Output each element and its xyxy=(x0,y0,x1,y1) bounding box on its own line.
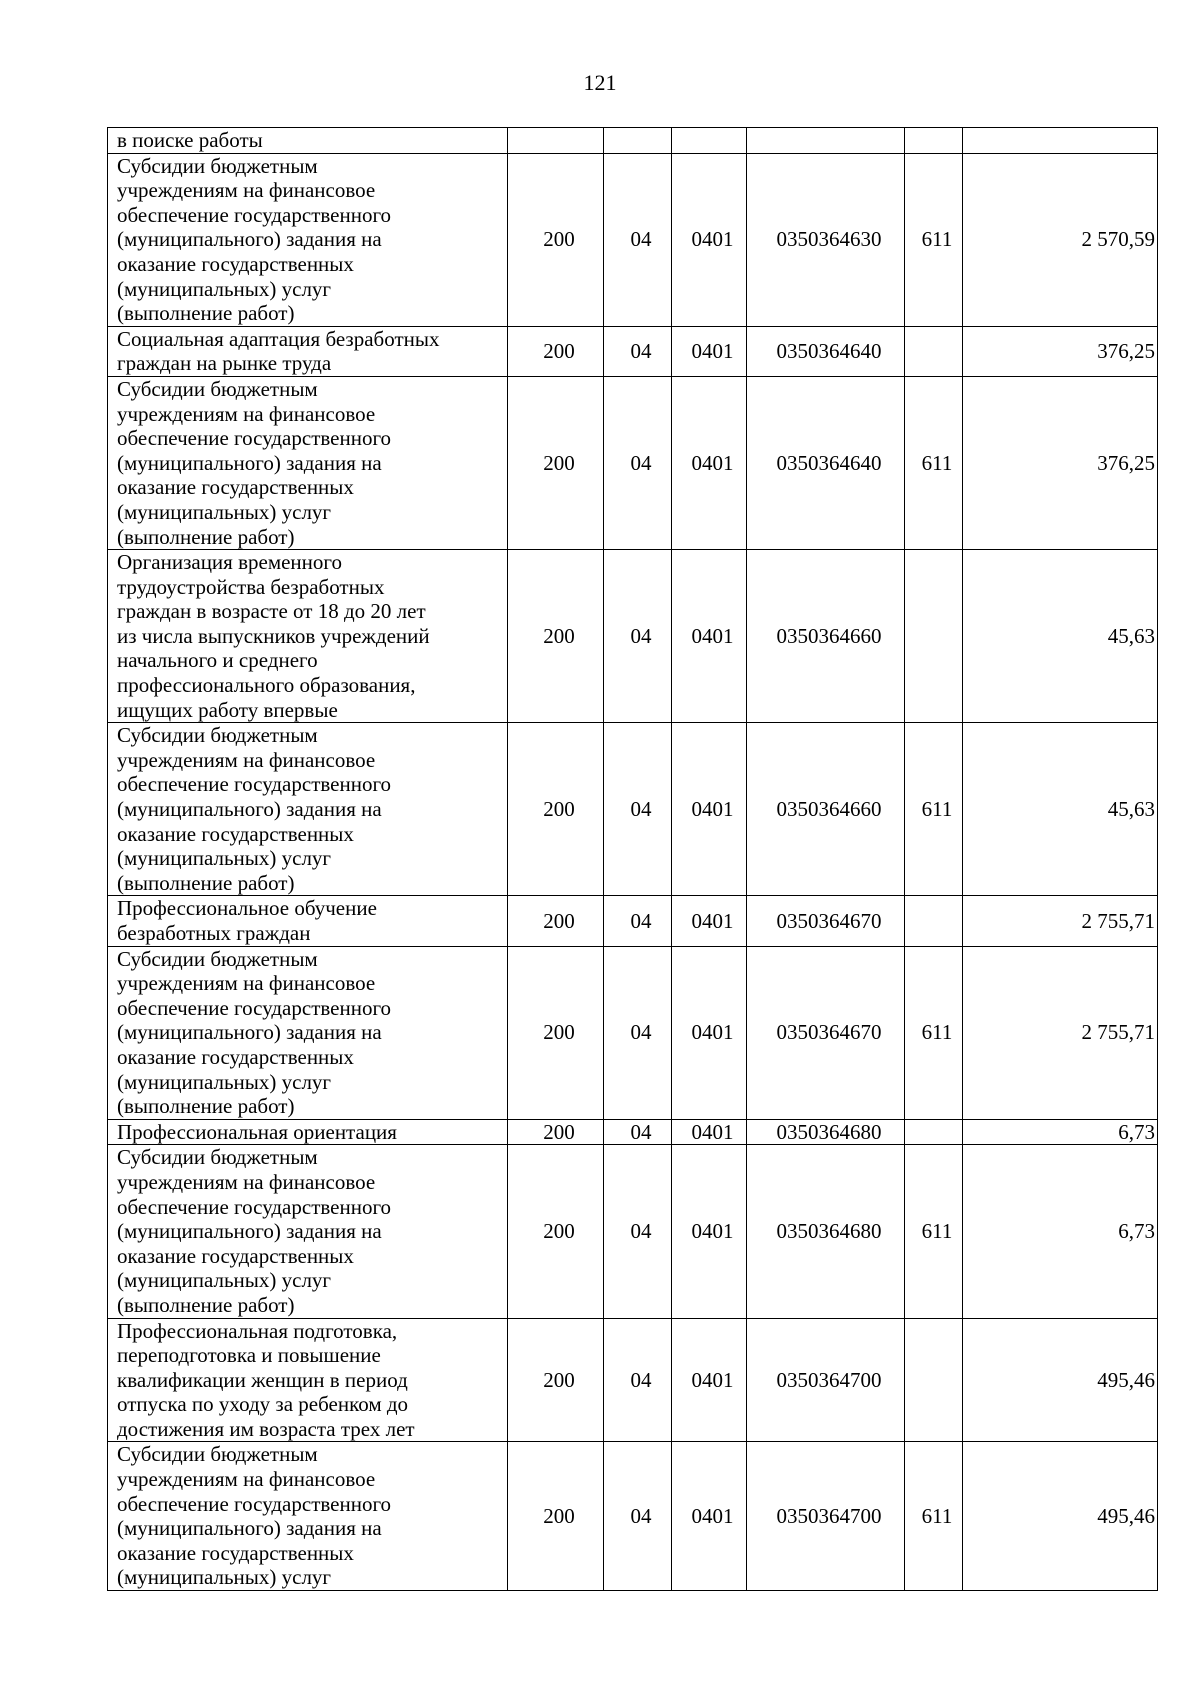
row-vr: 611 xyxy=(905,723,963,896)
table-row xyxy=(108,1145,1158,1318)
row-podrazdel: 0401 xyxy=(672,723,747,896)
table-row xyxy=(108,128,1158,154)
row-name: Организация временного трудоустройства безработных граждан в возрасте от 18 до 20 лет из числа выпускников учреждений начального и среднего профессионального образования, ищущих работу впервые xyxy=(108,550,508,723)
row-grbs: 200 xyxy=(508,326,604,376)
table-row xyxy=(108,376,1158,549)
row-vr xyxy=(905,1119,963,1145)
row-vr xyxy=(905,128,963,154)
row-name: Профессиональная ориентация xyxy=(108,1119,508,1145)
row-amount: 376,25 xyxy=(963,326,1158,376)
row-amount: 6,73 xyxy=(963,1145,1158,1318)
table-row xyxy=(108,326,1158,376)
row-name: Профессиональная подготовка, переподготовка и повышение квалификации женщин в период отпуска по уходу за ребенком до достижения им возраста трех лет xyxy=(108,1318,508,1442)
table-row xyxy=(108,946,1158,1119)
budget-table xyxy=(107,127,1158,1591)
row-grbs: 200 xyxy=(508,550,604,723)
row-vr xyxy=(905,326,963,376)
row-razdel: 04 xyxy=(604,896,672,946)
row-podrazdel xyxy=(672,128,747,154)
row-vr: 611 xyxy=(905,153,963,326)
row-vr: 611 xyxy=(905,1145,963,1318)
row-amount: 2 755,71 xyxy=(963,946,1158,1119)
row-razdel: 04 xyxy=(604,946,672,1119)
row-csr: 0350364640 xyxy=(747,376,905,549)
row-grbs: 200 xyxy=(508,153,604,326)
table-row xyxy=(108,1119,1158,1145)
row-vr xyxy=(905,896,963,946)
row-csr: 0350364700 xyxy=(747,1442,905,1591)
row-podrazdel: 0401 xyxy=(672,153,747,326)
row-podrazdel: 0401 xyxy=(672,1119,747,1145)
table-row xyxy=(108,1318,1158,1442)
row-razdel: 04 xyxy=(604,1145,672,1318)
table-row xyxy=(108,550,1158,723)
page-number: 121 xyxy=(583,70,617,95)
row-grbs: 200 xyxy=(508,1442,604,1591)
row-vr xyxy=(905,550,963,723)
row-vr: 611 xyxy=(905,376,963,549)
row-csr: 0350364700 xyxy=(747,1318,905,1442)
row-podrazdel: 0401 xyxy=(672,550,747,723)
row-amount: 2 570,59 xyxy=(963,153,1158,326)
row-name: Субсидии бюджетным учреждениям на финансовое обеспечение государственного (муниципального) задания на оказание государственных (муниципальных) услуг (выполнение работ) xyxy=(108,1145,508,1318)
row-csr: 0350364680 xyxy=(747,1119,905,1145)
row-name: Профессиональное обучение безработных граждан xyxy=(108,896,508,946)
row-vr xyxy=(905,1318,963,1442)
row-amount: 45,63 xyxy=(963,550,1158,723)
row-amount: 6,73 xyxy=(963,1119,1158,1145)
row-csr: 0350364660 xyxy=(747,550,905,723)
row-amount: 495,46 xyxy=(963,1442,1158,1591)
row-grbs: 200 xyxy=(508,946,604,1119)
row-name: Субсидии бюджетным учреждениям на финансовое обеспечение государственного (муниципального) задания на оказание государственных (муниципальных) услуг (выполнение работ) xyxy=(108,153,508,326)
row-grbs: 200 xyxy=(508,723,604,896)
row-podrazdel: 0401 xyxy=(672,376,747,549)
row-name: Субсидии бюджетным учреждениям на финансовое обеспечение государственного (муниципального) задания на оказание государственных (муниципальных) услуг xyxy=(108,1442,508,1591)
row-razdel: 04 xyxy=(604,153,672,326)
table-row xyxy=(108,723,1158,896)
row-podrazdel: 0401 xyxy=(672,1442,747,1591)
row-razdel: 04 xyxy=(604,1442,672,1591)
row-razdel: 04 xyxy=(604,723,672,896)
row-razdel: 04 xyxy=(604,326,672,376)
row-name: Субсидии бюджетным учреждениям на финансовое обеспечение государственного (муниципального) задания на оказание государственных (муниципальных) услуг (выполнение работ) xyxy=(108,723,508,896)
row-name: Субсидии бюджетным учреждениям на финансовое обеспечение государственного (муниципального) задания на оказание государственных (муниципальных) услуг (выполнение работ) xyxy=(108,376,508,549)
row-razdel: 04 xyxy=(604,1318,672,1442)
row-amount xyxy=(963,128,1158,154)
row-grbs xyxy=(508,128,604,154)
row-podrazdel: 0401 xyxy=(672,1145,747,1318)
row-name: Субсидии бюджетным учреждениям на финансовое обеспечение государственного (муниципального) задания на оказание государственных (муниципальных) услуг (выполнение работ) xyxy=(108,946,508,1119)
row-razdel: 04 xyxy=(604,550,672,723)
row-podrazdel: 0401 xyxy=(672,896,747,946)
table-row xyxy=(108,153,1158,326)
row-csr xyxy=(747,128,905,154)
row-grbs: 200 xyxy=(508,1318,604,1442)
row-razdel: 04 xyxy=(604,1119,672,1145)
row-amount: 376,25 xyxy=(963,376,1158,549)
table-row xyxy=(108,1442,1158,1591)
row-name: Социальная адаптация безработных граждан на рынке труда xyxy=(108,326,508,376)
row-podrazdel: 0401 xyxy=(672,326,747,376)
row-grbs: 200 xyxy=(508,896,604,946)
row-csr: 0350364680 xyxy=(747,1145,905,1318)
row-vr: 611 xyxy=(905,1442,963,1591)
row-vr: 611 xyxy=(905,946,963,1119)
row-csr: 0350364640 xyxy=(747,326,905,376)
row-podrazdel: 0401 xyxy=(672,1318,747,1442)
row-podrazdel: 0401 xyxy=(672,946,747,1119)
row-amount: 45,63 xyxy=(963,723,1158,896)
row-razdel: 04 xyxy=(604,376,672,549)
row-csr: 0350364630 xyxy=(747,153,905,326)
row-amount: 495,46 xyxy=(963,1318,1158,1442)
table-row xyxy=(108,896,1158,946)
row-grbs: 200 xyxy=(508,1145,604,1318)
row-name: в поиске работы xyxy=(108,128,508,154)
row-grbs: 200 xyxy=(508,1119,604,1145)
row-csr: 0350364660 xyxy=(747,723,905,896)
row-grbs: 200 xyxy=(508,376,604,549)
row-razdel xyxy=(604,128,672,154)
row-csr: 0350364670 xyxy=(747,946,905,1119)
row-amount: 2 755,71 xyxy=(963,896,1158,946)
row-csr: 0350364670 xyxy=(747,896,905,946)
